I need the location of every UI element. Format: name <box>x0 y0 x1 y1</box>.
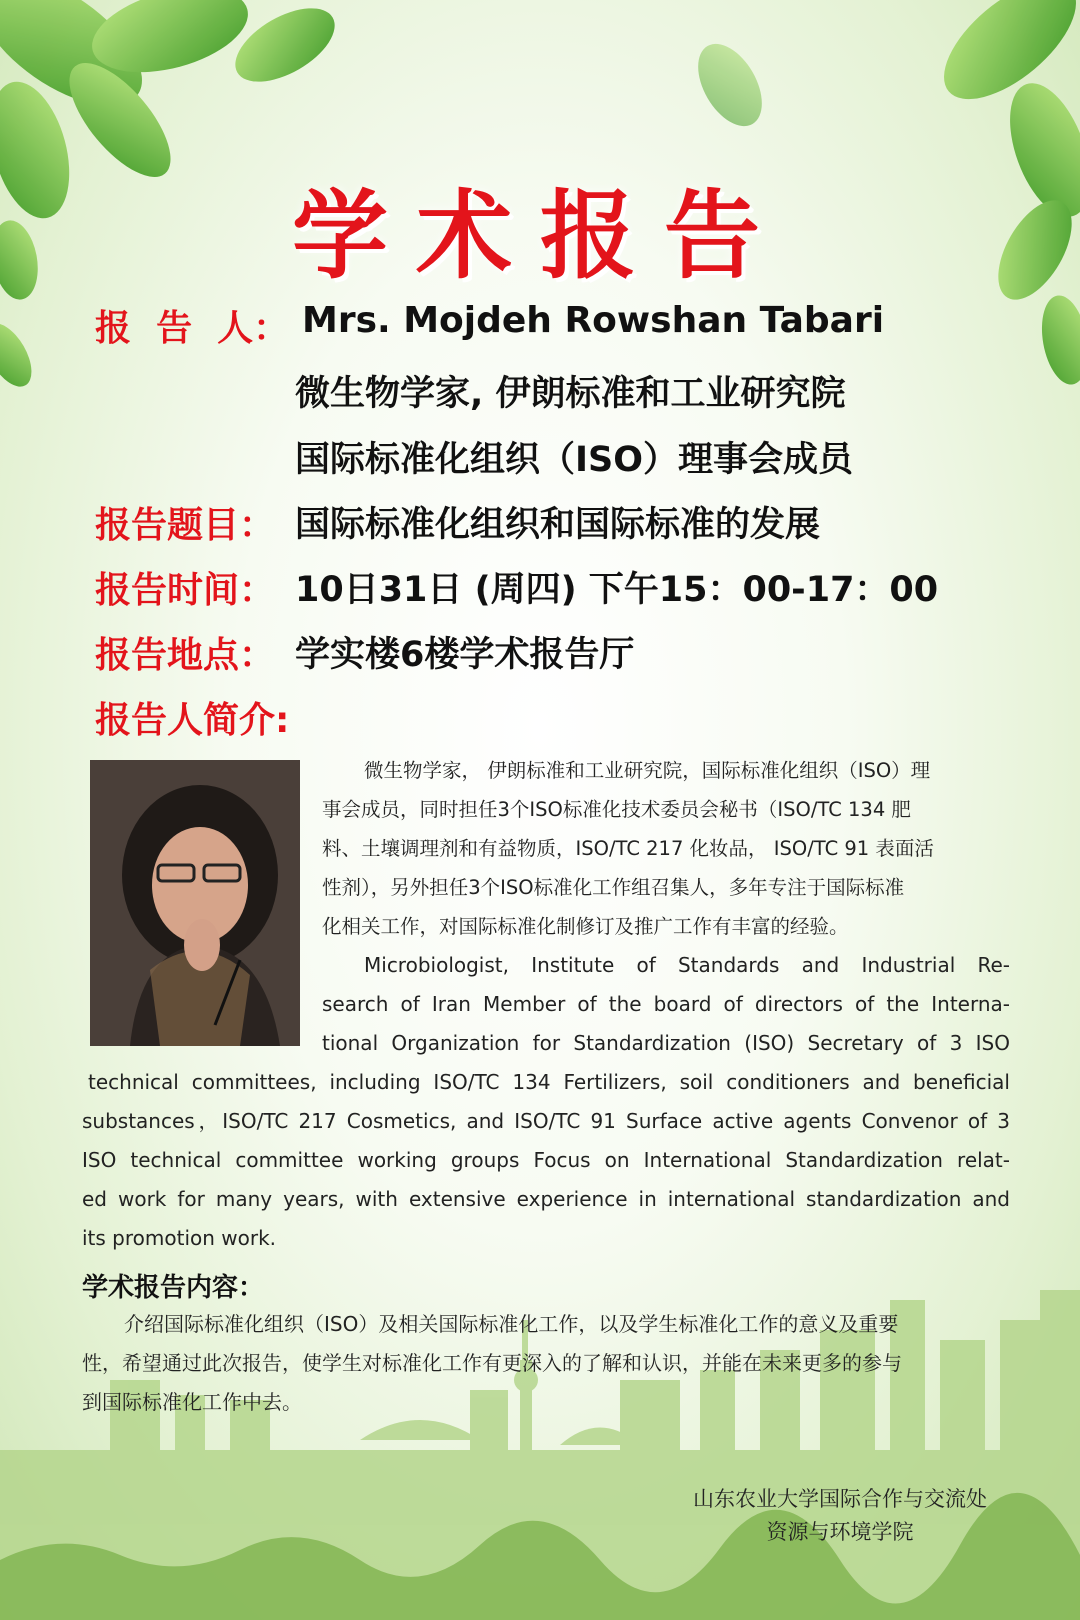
bio-zh-line: 微生物学家， 伊朗标准和工业研究院，国际标准化组织（ISO）理 <box>364 759 931 782</box>
bio-en-line: ed work for many years, with extensive experience in international standardization and <box>82 1187 1010 1211</box>
bio-zh-line: 性剂），另外担任3个ISO标准化工作组召集人，多年专注于国际标准 <box>322 876 905 899</box>
time-value: 10日31日 (周四) 下午15：00-17：00 <box>295 570 939 610</box>
poster-title: 学术报告 <box>292 180 788 292</box>
bio-en-line: tional Organization for Standardization (ISO) Secretary of 3 ISO <box>322 1031 1010 1055</box>
bio-zh-line: 化相关工作，对国际标准化制修订及推广工作有丰富的经验。 <box>322 915 849 938</box>
content-body <box>82 1305 1010 1422</box>
bio-en-line: substances，ISO/TC 217 Cosmetics, and ISO/TC 91 Surface active agents Convenor of 3 <box>82 1109 1010 1133</box>
bio-english-full <box>82 1063 1010 1258</box>
bio-zh-line: 料、土壤调理剂和有益物质，ISO/TC 217 化妆品， ISO/TC 91 表面活 <box>322 837 934 860</box>
speaker-name: Mrs. Mojdeh Rowshan Tabari <box>302 300 885 341</box>
bio-en-line: technical committees, including ISO/TC 134 Fertilizers, soil conditioners and beneficial <box>88 1070 1010 1094</box>
speaker-role: 国际标准化组织（ISO）理事会成员 <box>295 440 853 480</box>
content-line: 介绍国际标准化组织（ISO）及相关国际标准化工作，以及学生标准化工作的意义及重要 <box>124 1312 899 1336</box>
organizer-2: 资源与环境学院 <box>766 1520 914 1544</box>
speaker-photo <box>90 760 300 1046</box>
place-label: 报告地点： <box>95 635 276 676</box>
bio-label: 报告人简介: <box>95 700 290 741</box>
bio-zh-line: 事会成员，同时担任3个ISO标准化技术委员会秘书（ISO/TC 134 肥 <box>322 798 911 821</box>
topic-label: 报告题目： <box>95 505 276 546</box>
bio-en-line: its promotion work. <box>82 1226 277 1250</box>
speaker-label: 报 告 人： <box>95 308 290 349</box>
content-line: 到国际标准化工作中去。 <box>82 1390 302 1414</box>
topic-value: 国际标准化组织和国际标准的发展 <box>295 505 821 545</box>
bio-english-wrapped <box>322 946 1010 1063</box>
bio-en-line: Microbiologist, Institute of Standards and Industrial Re- <box>364 953 1010 977</box>
bio-chinese <box>322 751 1010 946</box>
place-value: 学实楼6楼学术报告厅 <box>295 635 635 675</box>
content-label: 学术报告内容： <box>82 1273 265 1303</box>
bio-en-line: ISO technical committee working groups Focus on International Standardization relat- <box>82 1148 1010 1172</box>
bio-en-line: search of Iran Member of the board of directors of the Interna- <box>322 992 1010 1016</box>
content-line: 性，希望通过此次报告，使学生对标准化工作有更深入的了解和认识，并能在未来更多的参与 <box>82 1351 902 1375</box>
organizer-1: 山东农业大学国际合作与交流处 <box>693 1487 987 1511</box>
speaker-affiliation: 微生物学家, 伊朗标准和工业研究院 <box>295 374 846 414</box>
time-label: 报告时间： <box>95 570 276 611</box>
